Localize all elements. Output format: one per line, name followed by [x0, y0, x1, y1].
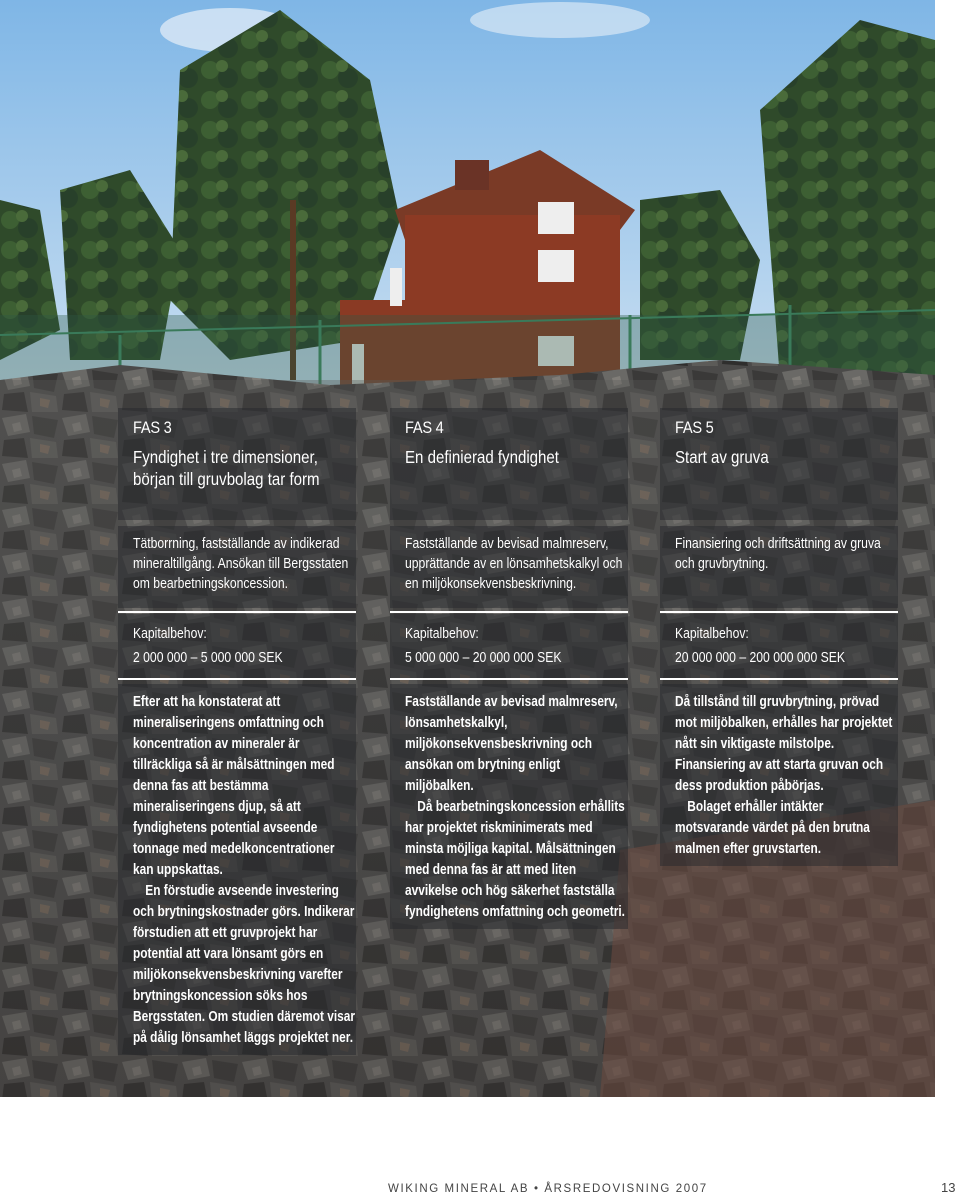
divider	[660, 678, 898, 680]
divider	[390, 611, 628, 613]
capital-requirement-4	[390, 614, 628, 678]
body-paragraph: Fastställande av bevisad malmreserv, lönsamhetskalkyl, miljökonsekvensbeskrivning och ansökan om brytning enligt miljöbalken.	[405, 694, 618, 794]
phase-header-5	[660, 408, 898, 520]
divider	[118, 611, 356, 613]
phase-description: Finansiering och driftsättning av gruva och gruvbrytning.	[675, 536, 881, 572]
capital-value: 2 000 000 – 5 000 000 SEK	[133, 650, 283, 666]
capital-label: Kapitalbehov:	[675, 626, 749, 642]
phase-title: Start av gruva	[675, 447, 769, 467]
phase-description-5	[660, 526, 898, 608]
body-paragraph: Efter att ha konstaterat att mineraliseringens omfattning och koncentration av mineraler är tillräckliga så är målsättningen med denna fas att bestämma mineraliseringens djup, så att fyndighetens potential avseende tonnage med medelkoncentrationer kan uppskattas.	[133, 694, 335, 878]
body-paragraph: Bolaget erhåller intäkter motsvarande värdet på den brutna malmen efter gruvstarten.	[675, 799, 870, 857]
phase-label: FAS 4	[405, 418, 444, 437]
phase-label: FAS 3	[133, 418, 172, 437]
body-paragraph: Då bearbetningskoncession erhållits har projektet riskminimerats med minsta möjliga kapital. Målsättningen med denna fas är att med liten avvikelse och hög säkerhet fastställa fyndighetens omfattning och geometri.	[405, 799, 625, 920]
phase-body-text	[133, 684, 364, 1055]
phase-body-5	[660, 684, 898, 866]
phase-body-text	[405, 684, 636, 929]
page-footer: WIKING MINERAL AB • ÅRSREDOVISNING 2007	[388, 1183, 708, 1195]
phase-label: FAS 5	[675, 418, 714, 437]
capital-requirement-3	[118, 614, 356, 678]
phase-title: Fyndighet i tre dimensioner, början till gruvbolag tar form	[133, 447, 320, 489]
phase-description: Fastställande av bevisad malmreserv, upprättande av en lönsamhetskalkyl och en miljökonsekvensbeskrivning.	[405, 536, 623, 592]
phase-body-4	[390, 684, 628, 929]
divider	[118, 678, 356, 680]
phase-description-4	[390, 526, 628, 608]
phase-body-text	[675, 684, 906, 866]
body-paragraph: En förstudie avseende investering och brytningskostnader görs. Indikerar förstudien att ett gruvprojekt har potential att vara lönsamt görs en miljökonsekvensbeskrivning varefter brytningskoncession söks hos Bergsstaten. Om studien däremot visar på dålig lönsamhet läggs projektet ner.	[133, 883, 356, 1046]
body-paragraph: Då tillstånd till gruvbrytning, prövad mot miljöbalken, erhålles har projektet nått sin viktigaste milstolpe. Finansiering av att starta gruvan och dess produktion påbörjas.	[675, 694, 893, 794]
phase-header-3	[118, 408, 356, 520]
capital-value: 20 000 000 – 200 000 000 SEK	[675, 650, 845, 666]
capital-label: Kapitalbehov:	[405, 626, 479, 642]
divider	[660, 611, 898, 613]
capital-label: Kapitalbehov:	[133, 626, 207, 642]
capital-value: 5 000 000 – 20 000 000 SEK	[405, 650, 562, 666]
phase-title: En definierad fyndighet	[405, 447, 559, 467]
phase-body-3	[118, 684, 356, 1055]
divider	[390, 678, 628, 680]
phase-header-4	[390, 408, 628, 520]
page-number: 13	[941, 1180, 956, 1195]
phase-description: Tätborrning, fastställande av indikerad mineraltillgång. Ansökan till Bergsstaten om bearbetningskoncession.	[133, 536, 349, 592]
capital-requirement-5	[660, 614, 898, 678]
phase-description-3	[118, 526, 356, 608]
